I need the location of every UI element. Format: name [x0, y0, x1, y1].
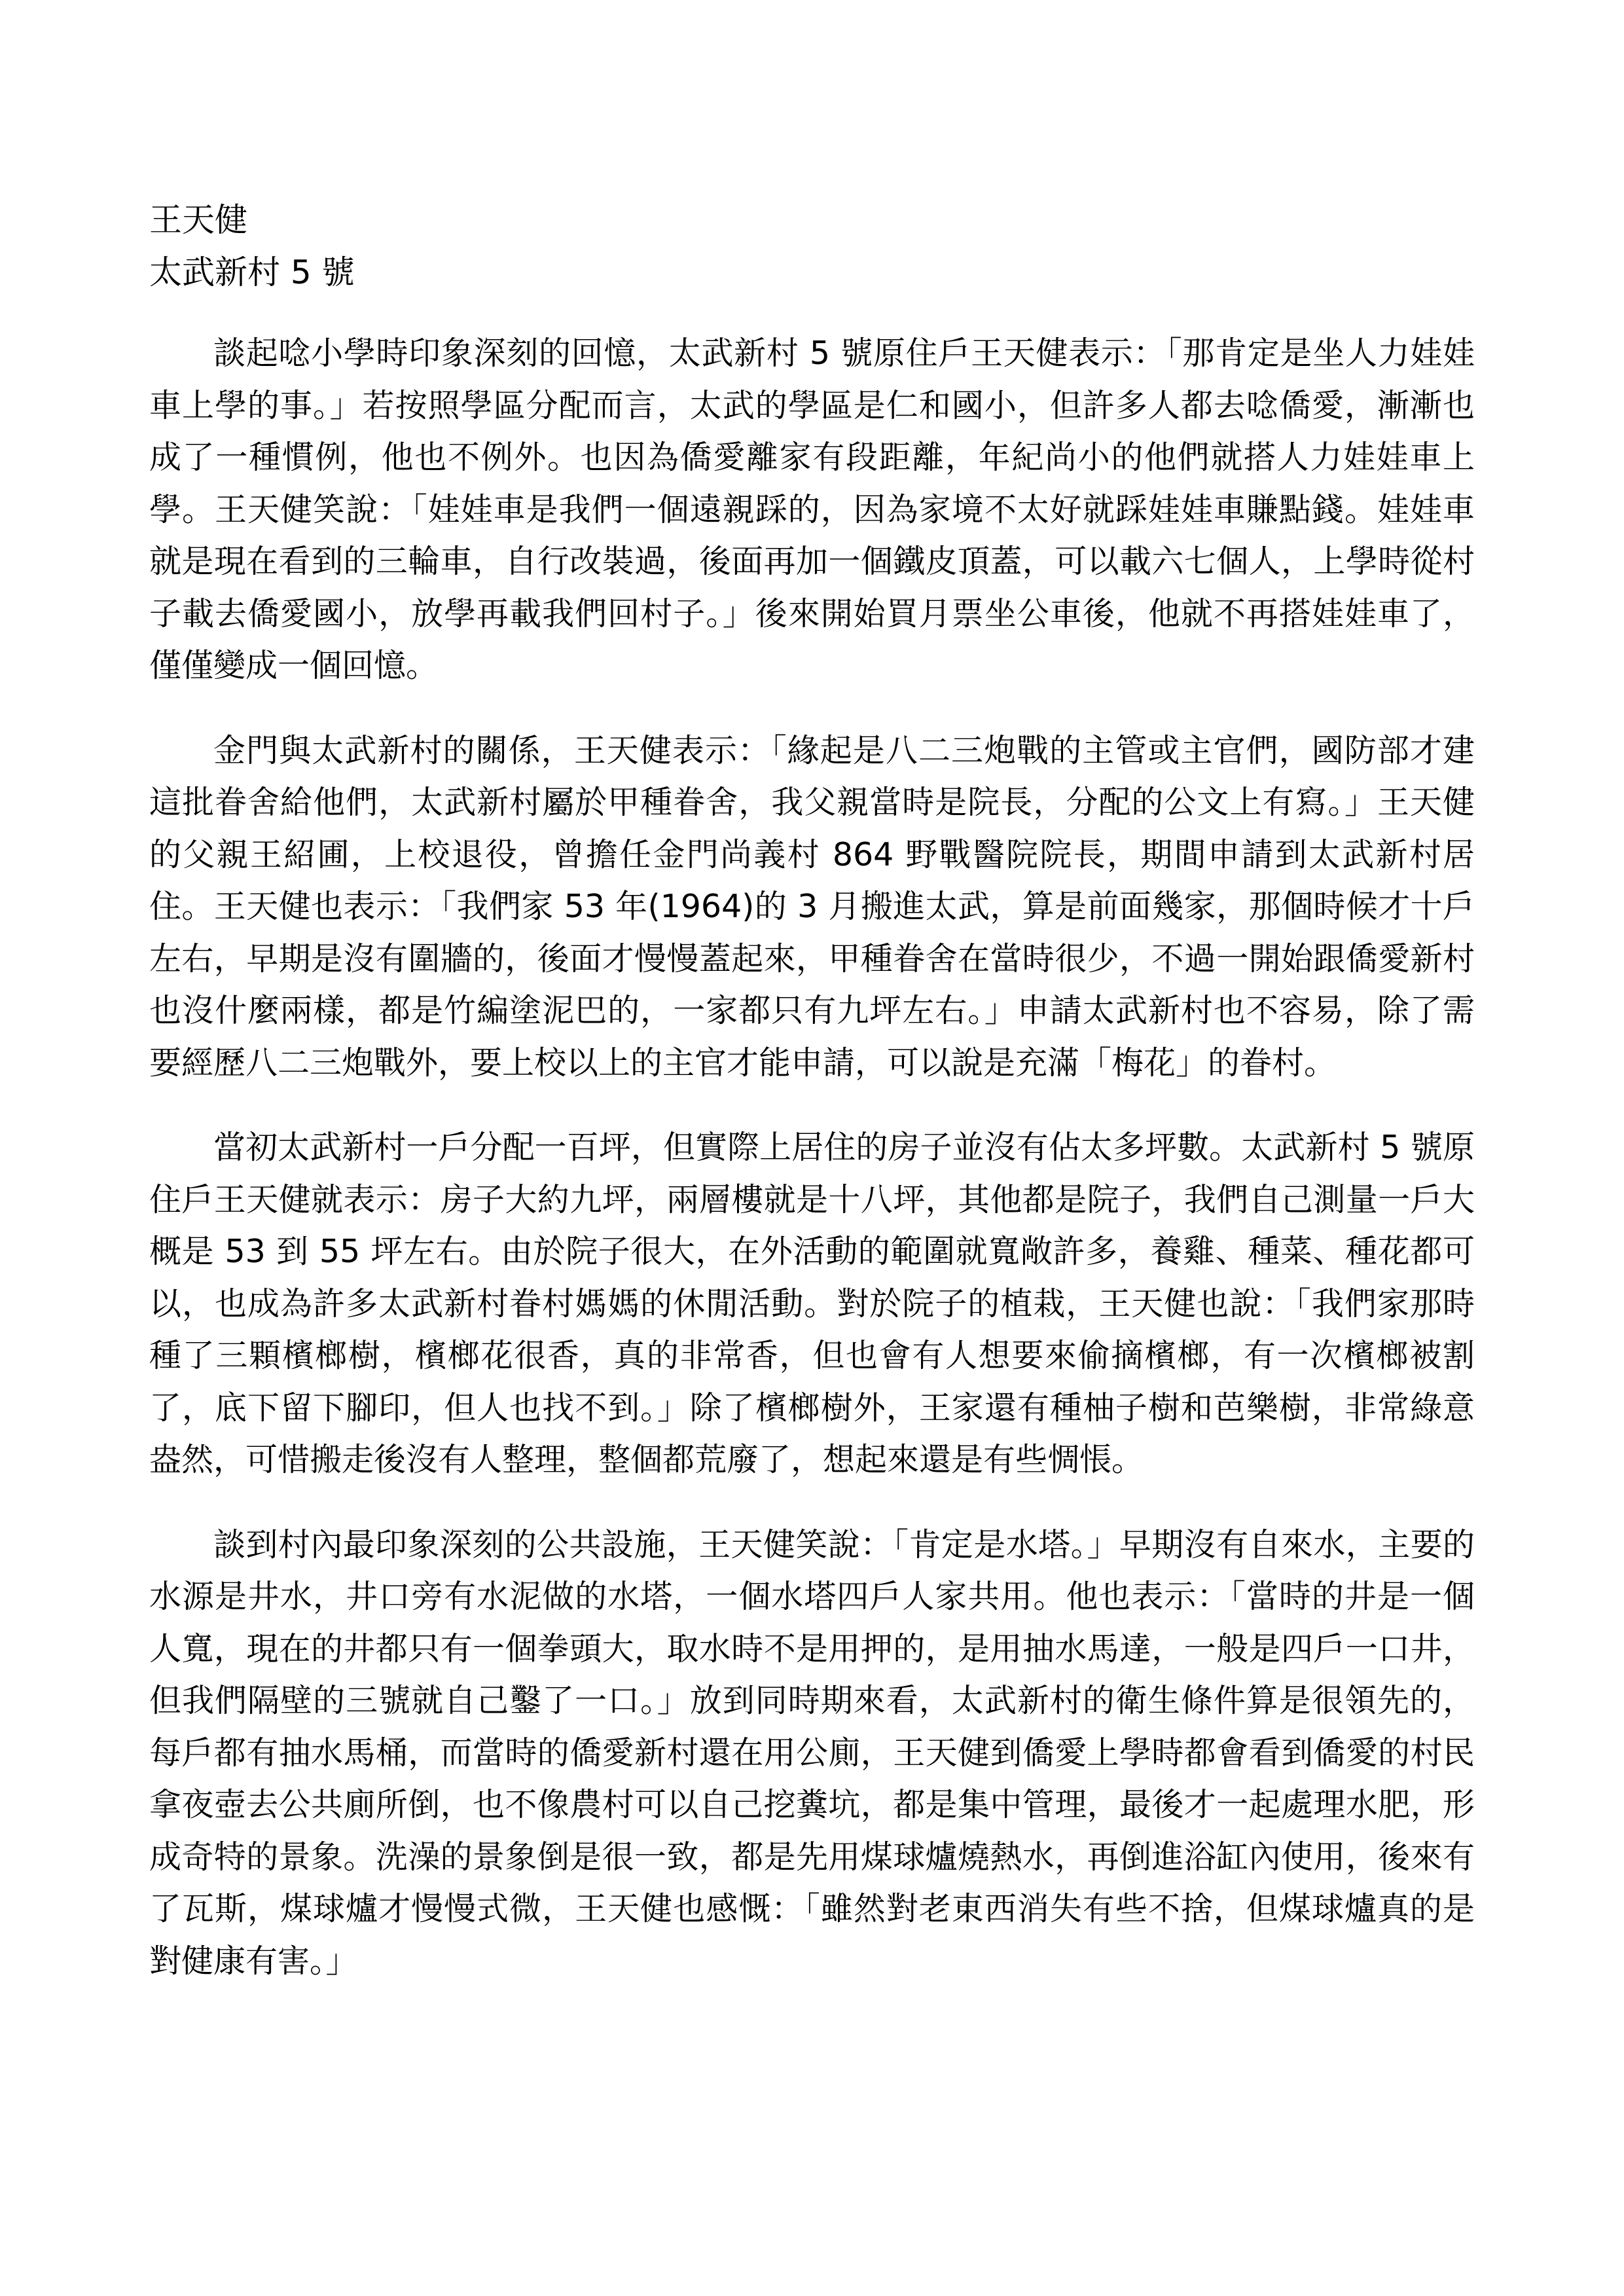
interviewee-name: 王天健 [149, 201, 247, 239]
paragraph-kinmen-relation: 金門與太武新村的關係，王天健表示：「緣起是八二三炮戰的主管或主官們，國防部才建這批眷舍給他們，太武新村屬於甲種眷舍，我父親當時是院長，分配的公文上有寫。」王天健的父親王紹圃，上校退役，曾擔任金門尚義村 864 野戰醫院院長，期間申請到太武新村居住。王天健也表示：「我們家 53 年(1964)的 3 月搬進太武，算是前面幾家，那個時候才十戶左右，早期是沒有圍牆的，後面才慢慢蓋起來，甲種眷舍在當時很少，不過一開始跟僑愛新村也沒什麼兩樣，都是竹編塗泥巴的，一家都只有九坪左右。」申請太武新村也不容易，除了需要經歷八二三炮戰外，要上校以上的主官才能申請，可以說是充滿「梅花」的眷村。 [149, 731, 1475, 1082]
paragraph-house-yard: 當初太武新村一戶分配一百坪，但實際上居住的房子並沒有佔太多坪數。太武新村 5 號原住戶王天健就表示：房子大約九坪，兩層樓就是十八坪，其他都是院子，我們自己測量一戶大概是 53 到 55 坪左右。由於院子很大，在外活動的範圍就寬敞許多，養雞、種菜、種花都可以，也成為許多太武新村眷村媽媽的休閒活動。對於院子的植栽，王天健也說：「我們家那時種了三顆檳榔樹，檳榔花很香，真的非常香，但也會有人想要來偷摘檳榔，有一次檳榔被割了，底下留下腳印，但人也找不到。」除了檳榔樹外，王家還有種柚子樹和芭樂樹，非常綠意盎然，可惜搬走後沒有人整理，整個都荒廢了，想起來還是有些惆悵。 [149, 1129, 1475, 1478]
paragraph-school-memory: 談起唸小學時印象深刻的回憶，太武新村 5 號原住戶王天健表示：「那肯定是坐人力娃娃車上學的事。」若按照學區分配而言，太武的學區是仁和國小，但許多人都去唸僑愛，漸漸也成了一種慣例，他也不例外。也因為僑愛離家有段距離，年紀尚小的他們就搭人力娃娃車上學。王天健笑說：「娃娃車是我們一個遠親踩的，因為家境不太好就踩娃娃車賺點錢。娃娃車就是現在看到的三輪車，自行改裝過，後面再加一個鐵皮頂蓋，可以載六七個人，上學時從村子載去僑愛國小，放學再載我們回村子。」後來開始買月票坐公車後，他就不再搭娃娃車了，僅僅變成一個回憶。 [149, 335, 1475, 684]
document-body [149, 327, 1475, 2020]
paragraph-water-tower: 談到村內最印象深刻的公共設施，王天健笑說：「肯定是水塔。」早期沒有自來水，主要的水源是井水，井口旁有水泥做的水塔，一個水塔四戶人家共用。他也表示：「當時的井是一個人寬，現在的井都只有一個拳頭大，取水時不是用押的，是用抽水馬達，一般是四戶一口井，但我們隔壁的三號就自己鑿了一口。」放到同時期來看，太武新村的衛生條件算是很領先的，每戶都有抽水馬桶，而當時的僑愛新村還在用公廁，王天健到僑愛上學時都會看到僑愛的村民拿夜壺去公共廁所倒，也不像農村可以自己挖糞坑，都是集中管理，最後才一起處理水肥，形成奇特的景象。洗澡的景象倒是很一致，都是先用煤球爐燒熱水，再倒進浴缸內使用，後來有了瓦斯，煤球爐才慢慢式微，王天健也感慨：「雖然對老東西消失有些不捨，但煤球爐真的是對健康有害。」 [149, 1525, 1475, 1980]
document-header [149, 194, 1478, 299]
interviewee-address: 太武新村 5 號 [149, 253, 355, 291]
